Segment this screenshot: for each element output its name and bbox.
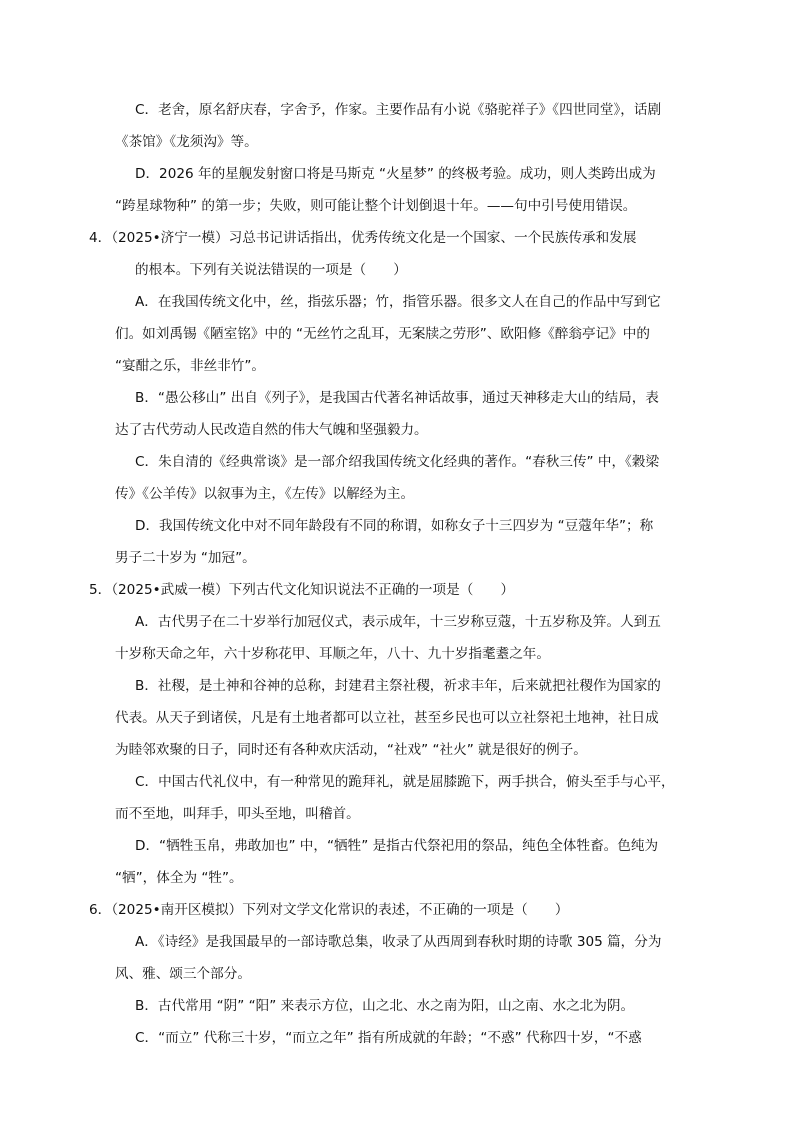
q5-option-a-line-2: 十岁称天命之年，六十岁称花甲、耳顺之年，八十、九十岁指耄耋之年。 — [115, 646, 550, 662]
q4-option-b-line-1: B．“愚公移山” 出自《列子》，是我国古代著名神话故事，通过天神移走大山的结局，表 — [135, 390, 659, 406]
question-4-stem-cont: 的根本。下列有关说法错误的一项是（ ） — [135, 262, 407, 278]
q5-option-a-line-1: A．古代男子在二十岁举行加冠仪式，表示成年，十三岁称豆蔻，十五岁称及笄。人到五 — [135, 614, 661, 630]
q4-option-a-line-1: A．在我国传统文化中，丝，指弦乐器；竹，指管乐器。很多文人在自己的作品中写到它 — [135, 294, 661, 310]
q4-option-b-line-2: 达了古代劳动人民改造自然的伟大气魄和坚强毅力。 — [115, 422, 428, 438]
question-5-stem: 5．（2025•武威一模）下列古代文化知识说法不正确的一项是（ ） — [89, 582, 515, 598]
q4-option-d-line-1: D．我国传统文化中对不同年龄段有不同的称谓，如称女子十三四岁为 “豆蔻年华”；称 — [135, 518, 654, 534]
option-d-line-2: “跨星球物种” 的第一步；失败，则可能让整个计划倒退十年。——句中引号使用错误。 — [115, 198, 637, 214]
q4-option-c-line-2: 传》《公羊传》以叙事为主，《左传》以解经为主。 — [115, 486, 415, 502]
q5-option-c-line-1: C．中国古代礼仪中，有一种常见的跪拜礼，就是屈膝跪下，两手拱合，俯头至手与心平， — [135, 774, 675, 790]
q6-option-c-line-1: C．“而立” 代称三十岁，“而立之年” 指有所成就的年龄；“不惑” 代称四十岁，“不惑 — [135, 1030, 642, 1046]
q4-option-d-line-2: 男子二十岁为 “加冠”。 — [115, 550, 256, 566]
q4-option-a-line-3: “宴酣之乐，非丝非竹”。 — [115, 358, 266, 374]
q6-option-a-line-1: A．《诗经》是我国最早的一部诗歌总集，收录了从西周到春秋时期的诗歌 305 篇，分为 — [135, 934, 662, 950]
q4-option-a-line-2: 们。如刘禹锡《陋室铭》中的 “无丝竹之乱耳，无案牍之劳形”、欧阳修《醉翁亭记》中的 — [115, 326, 650, 342]
q5-option-d-line-1: D．“牺牲玉帛，弗敢加也” 中，“牺牲” 是指古代祭祀用的祭品，纯色全体牲畜。色纯为 — [135, 838, 659, 854]
q5-option-d-line-2: “牺”，体全为 “牲”。 — [115, 870, 243, 886]
q6-option-b-line-1: B．古代常用 “阴” “阳” 来表示方位，山之北、水之南为阳，山之南、水之北为阴。 — [135, 998, 635, 1014]
option-c-line-2: 《茶馆》《龙须沟》等。 — [115, 134, 258, 150]
option-d-line-1: D．2026 年的星舰发射窗口将是马斯克 “火星梦” 的终极考验。成功，则人类跨出成为 — [135, 166, 656, 182]
q5-option-c-line-2: 而不至地，叫拜手，叩头至地，叫稽首。 — [115, 806, 360, 822]
q5-option-b-line-2: 代表。从天子到诸侯，凡是有土地者都可以立社，甚至乡民也可以立社祭祀土地神，社日成 — [115, 710, 659, 726]
q6-option-a-line-2: 风、雅、颂三个部分。 — [115, 966, 251, 982]
option-c-line-1: C．老舍，原名舒庆春，字舍予，作家。主要作品有小说《骆驼祥子》《四世同堂》，话剧 — [135, 102, 662, 118]
question-6-stem: 6．（2025•南开区模拟）下列对文学文化常识的表述，不正确的一项是（ ） — [89, 902, 569, 918]
q4-option-c-line-1: C．朱自清的《经典常谈》是一部介绍我国传统文化经典的著作。“春秋三传” 中，《穀梁 — [135, 454, 660, 470]
q5-option-b-line-3: 为睦邻欢聚的日子，同时还有各种欢庆活动，“社戏” “社火” 就是很好的例子。 — [115, 742, 587, 758]
q5-option-b-line-1: B．社稷，是土神和谷神的总称，封建君主祭社稷，祈求丰年，后来就把社稷作为国家的 — [135, 678, 661, 694]
question-4-stem: 4．（2025•济宁一模）习总书记讲话指出，优秀传统文化是一个国家、一个民族传承和发展 — [89, 230, 637, 246]
